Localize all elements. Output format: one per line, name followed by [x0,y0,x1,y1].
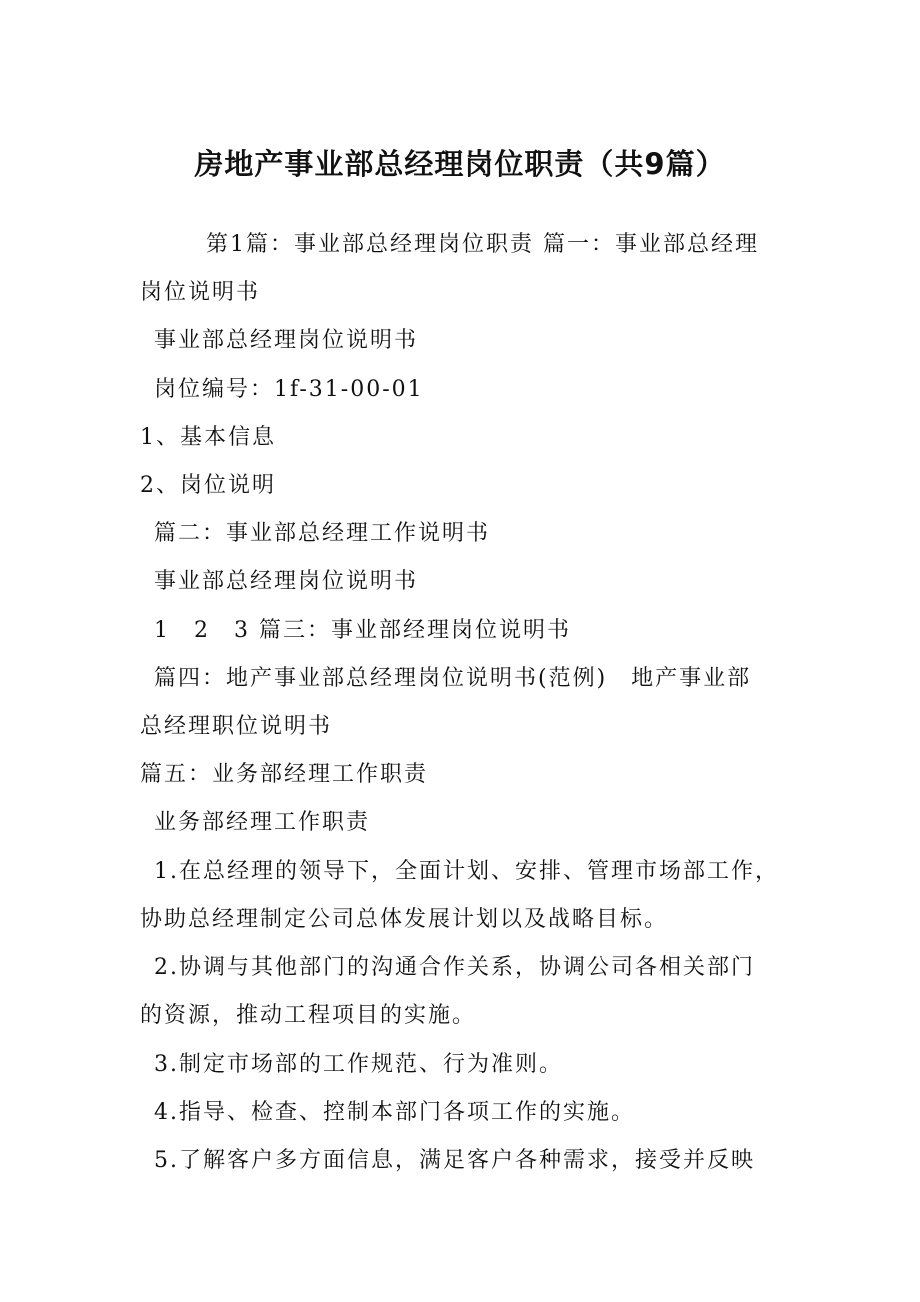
document-title: 房地产事业部总经理岗位职责（共9篇） [194,147,726,181]
paragraph-line: 事业部总经理岗位说明书 [154,569,419,594]
paragraph-line: 1 2 3 篇三：事业部经理岗位说明书 [154,618,571,643]
paragraph-line: 业务部经理工作职责 [154,810,371,835]
paragraph-line: 篇二：事业部总经理工作说明书 [154,521,491,546]
paragraph-line: 1、基本信息 [140,425,276,450]
paragraph-line: 岗位说明书 [140,280,261,305]
paragraph-line: 第1篇：事业部总经理岗位职责 篇一：事业部总经理 [206,232,759,257]
paragraph-line: 4.指导、检查、控制本部门各项工作的实施。 [154,1100,635,1125]
paragraph-line: 5.了解客户多方面信息，满足客户各种需求，接受并反映 [154,1148,755,1173]
paragraph-line: 2、岗位说明 [140,473,276,498]
paragraph-line: 2.协调与其他部门的沟通合作关系，协调公司各相关部门 [154,955,755,980]
paragraph-line: 篇五：业务部经理工作职责 [140,762,429,787]
paragraph-line: 的资源，推动工程项目的实施。 [140,1003,477,1028]
paragraph-line: 1.在总经理的领导下，全面计划、安排、管理市场部工作， [154,859,779,884]
paragraph-line: 事业部总经理岗位说明书 [154,328,419,353]
paragraph-line: 岗位编号：1f-31-00-01 [154,377,424,402]
paragraph-line: 3.制定市场部的工作规范、行为准则。 [154,1052,563,1077]
paragraph-line: 篇四：地产事业部总经理岗位说明书(范例) 地产事业部 [154,666,752,691]
paragraph-line: 协助总经理制定公司总体发展计划以及战略目标。 [140,907,669,932]
paragraph-line: 总经理职位说明书 [140,714,333,739]
